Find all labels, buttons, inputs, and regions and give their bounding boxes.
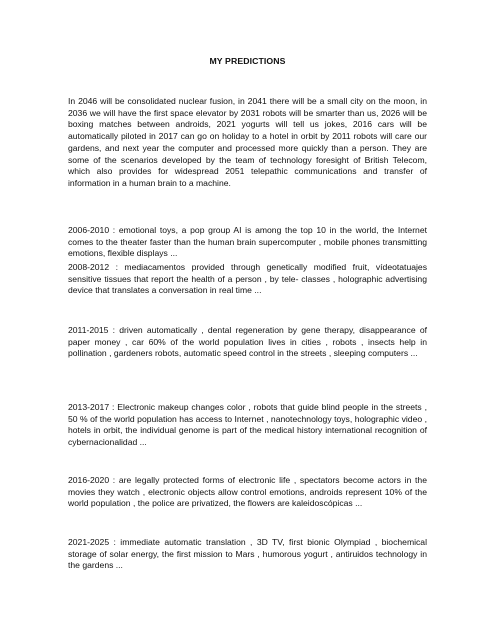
prediction-paragraph-2016-2020: 2016-2020 : are legally protected forms of electronic life , spectators become actors in the movies they watch , electronic objects allow control emotions, androids represent 10% of the world population , the police are privatized, the flowers are kaleidoscópicas ... [68,475,427,509]
prediction-paragraph-2021-2025: 2021-2025 : immediate automatic translation , 3D TV, first bionic Olympiad , biochemical storage of solar energy, the first mission to Mars , humorous yogurt , antiruidos technology in the gardens ... [68,537,427,571]
prediction-paragraph-2011-2015: 2011-2015 : driven automatically , dental regeneration by gene therapy, disappearance of paper money , car 60% of the world population lives in cities , robots , insects help in pollination , gardeners robots, automatic speed control in the streets , sleeping computers ... [68,325,427,359]
intro-paragraph: In 2046 will be consolidated nuclear fusion, in 2041 there will be a small city on the moon, in 2036 we will have the first space elevator by 2031 robots will be smarter than us, 2026 will be boxing matches between androids, 2021 yogurts will tell us jokes, 2016 cars will be automatically piloted in 2017 can go on holiday to a hotel in orbit by 2011 robots will care our gardens, and next year the computer and processed more quickly than a person. They are some of the scenarios developed by the team of technology foresight of British Telecom, which also provides for widespread 2051 telepathic communications and transfer of information in a human brain to a machine. [68,96,427,188]
page-title: MY PREDICTIONS [209,56,286,66]
prediction-paragraph-2006-2010: 2006-2010 : emotional toys, a pop group AI is among the top 10 in the world, the Internet comes to the theater faster than the human brain supercomputer , mobile phones transmitting emotions, flexible displays ... [68,225,427,259]
prediction-paragraph-2008-2012: 2008-2012 : mediacamentos provided through genetically modified fruit, vídeotatuajes sensitive tissues that report the health of a person , by tele- classes , holographic advertising device that translates a conversation in real time ... [68,262,427,296]
prediction-paragraph-2013-2017: 2013-2017 : Electronic makeup changes color , robots that guide blind people in the streets , 50 % of the world population has access to Internet , nanotechnology toys, holographic video , hotels in orbit, the individual genome is part of the medical history international recognition of cybernacionalidad ... [68,402,427,448]
